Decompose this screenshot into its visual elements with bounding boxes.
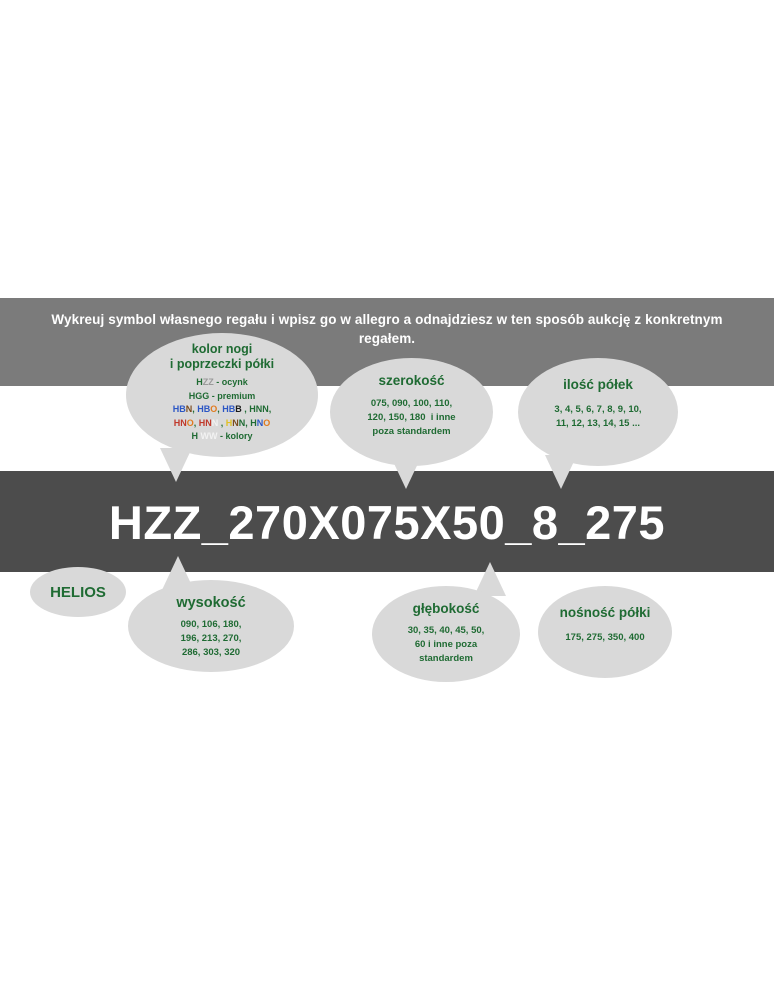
- callout-kolor-nogi-title-1: kolor nogi: [191, 342, 253, 356]
- callout-glebokosc: [372, 586, 520, 682]
- callout-ilosc-polek-values: 3, 4, 5, 6, 7, 8, 9, 10, 11, 12, 13, 14, 15 ...: [554, 404, 642, 429]
- callout-wysokosc-title: wysokość: [176, 595, 246, 611]
- callout-helios-brand: [30, 567, 126, 617]
- product-symbol: HZZ_270X075X50_8_275: [108, 496, 666, 549]
- callout-nosnosc-polki-values: 175, 275, 350, 400: [565, 632, 645, 643]
- callout-kolor-nogi-body: [126, 376, 318, 444]
- code-line-2: HNO, HNN , HNN, HNO: [173, 417, 271, 428]
- callout-kolor-nogi-title-2: i poprzeczki półki: [169, 357, 275, 371]
- callout-wysokosc: [128, 580, 294, 672]
- code-line-1: HBN, HBO, HBB , HNN,: [172, 404, 272, 414]
- callout-szerokosc-title: szerokość: [378, 373, 445, 388]
- callout-szerokosc-tail: [390, 455, 422, 489]
- code-line-kolory: H WW - kolory: [191, 431, 253, 441]
- callout-helios-label: HELIOS: [50, 583, 106, 601]
- callout-ilosc-polek-title: ilość półek: [563, 377, 633, 392]
- callout-kolor-nogi-tail: [160, 448, 192, 482]
- callout-szerokosc-values: 075, 090, 100, 110, 120, 150, 180 i inne poza standardem: [367, 398, 456, 437]
- callout-nosnosc-polki-title: nośność półki: [559, 605, 651, 620]
- callout-szerokosc: [330, 358, 493, 466]
- callout-wysokosc-values: 090, 106, 180, 196, 213, 270, 286, 303, 320: [180, 619, 242, 658]
- callout-ilosc-polek-tail: [545, 455, 577, 489]
- headline-text: Wykreuj symbol własnego regału i wpisz go w allegro a odnajdziesz w ten sposób aukcję z konkretnym regałem.: [51, 312, 723, 346]
- callout-ilosc-polek: [518, 358, 678, 466]
- code-line-ocynk: HZZ - ocynk: [196, 377, 248, 387]
- code-line-premium: HGG - premium: [188, 390, 256, 401]
- callout-nosnosc-polki: [538, 586, 672, 678]
- callout-glebokosc-values: 30, 35, 40, 45, 50, 60 i inne poza standardem: [407, 625, 485, 664]
- callout-glebokosc-title: głębokość: [412, 601, 480, 616]
- callout-kolor-nogi: [126, 333, 318, 457]
